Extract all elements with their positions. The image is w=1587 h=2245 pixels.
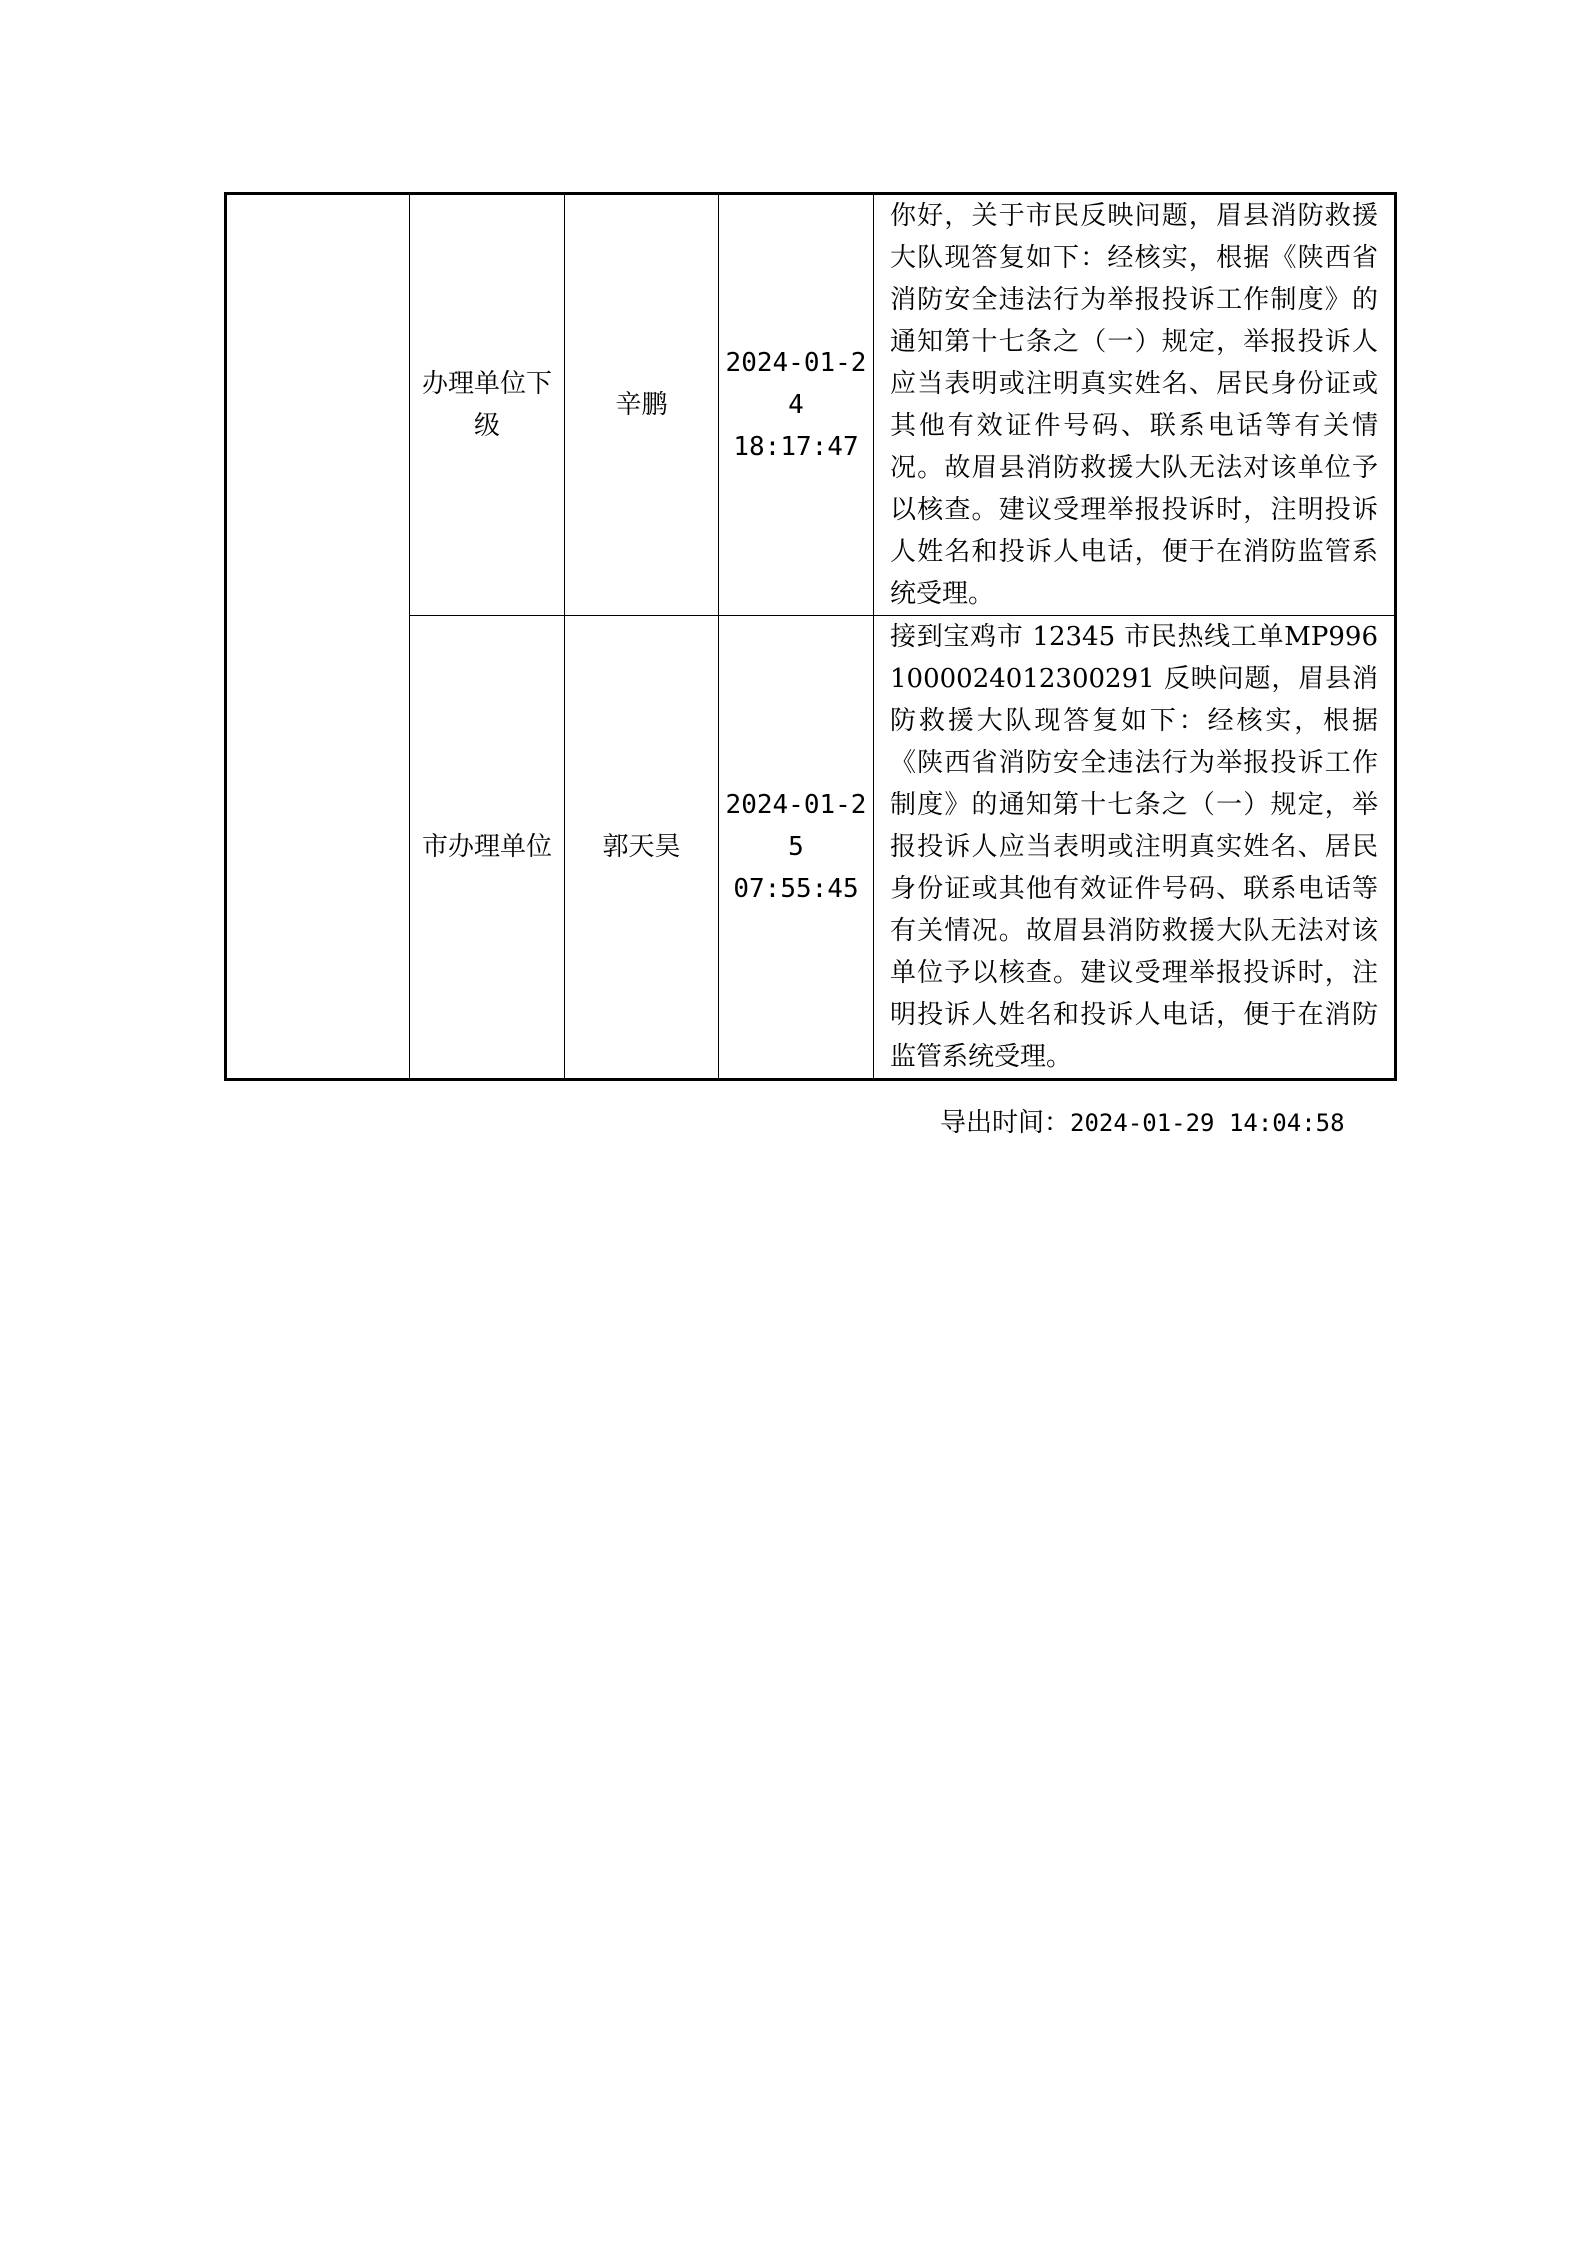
person-name: 郭天昊 [602,832,681,862]
reply-cell [874,616,1396,1080]
reply-text: 接到宝鸡市 12345 市民热线工单MP9961000024012300291 反映问题，眉县消防救援大队现答复如下：经核实，根据《陕西省消防安全违法行为举报投诉工作制度》的通知第十七条之（一）规定，举报投诉人应当表明或注明真实姓名、居民身份证或其他有效证件号码、联系电话等有关情况。故眉县消防救援大队无法对该单位予以核查。建议受理举报投诉时，注明投诉人姓名和投诉人电话，便于在消防监管系统受理。 [890,622,1378,1072]
datetime-cell [719,194,874,616]
time-line: 07:55:45 [733,874,859,904]
reply-cell [874,194,1396,616]
unit-cell [410,616,565,1080]
person-name: 辛鹏 [615,390,668,420]
reply-text: 你好，关于市民反映问题，眉县消防救援大队现答复如下：经核实，根据《陕西省消防安全违法行为举报投诉工作制度》的通知第十七条之（一）规定，举报投诉人应当表明或注明真实姓名、居民身份证或其他有效证件号码、联系电话等有关情况。故眉县消防救援大队无法对该单位予以核查。建议受理举报投诉时，注明投诉人姓名和投诉人电话，便于在消防监管系统受理。 [890,201,1378,609]
empty-left-cell [226,194,410,1080]
export-time-label: 导出时间： [940,1108,1071,1138]
export-time [940,1105,1345,1141]
unit-cell [410,194,565,616]
date-line-2: 5 [788,832,804,862]
datetime-cell [719,616,874,1080]
time-line: 18:17:47 [733,432,859,462]
table-row [226,194,1396,616]
date-line-1: 2024-01-2 [725,348,867,378]
date-line-2: 4 [788,390,804,420]
person-cell [565,194,719,616]
export-time-value: 2024-01-29 14:04:58 [1070,1109,1345,1137]
unit-name: 办理单位下级 [421,369,552,441]
person-cell [565,616,719,1080]
record-table [224,192,1397,1081]
unit-name: 市办理单位 [421,832,552,862]
date-line-1: 2024-01-2 [725,790,867,820]
